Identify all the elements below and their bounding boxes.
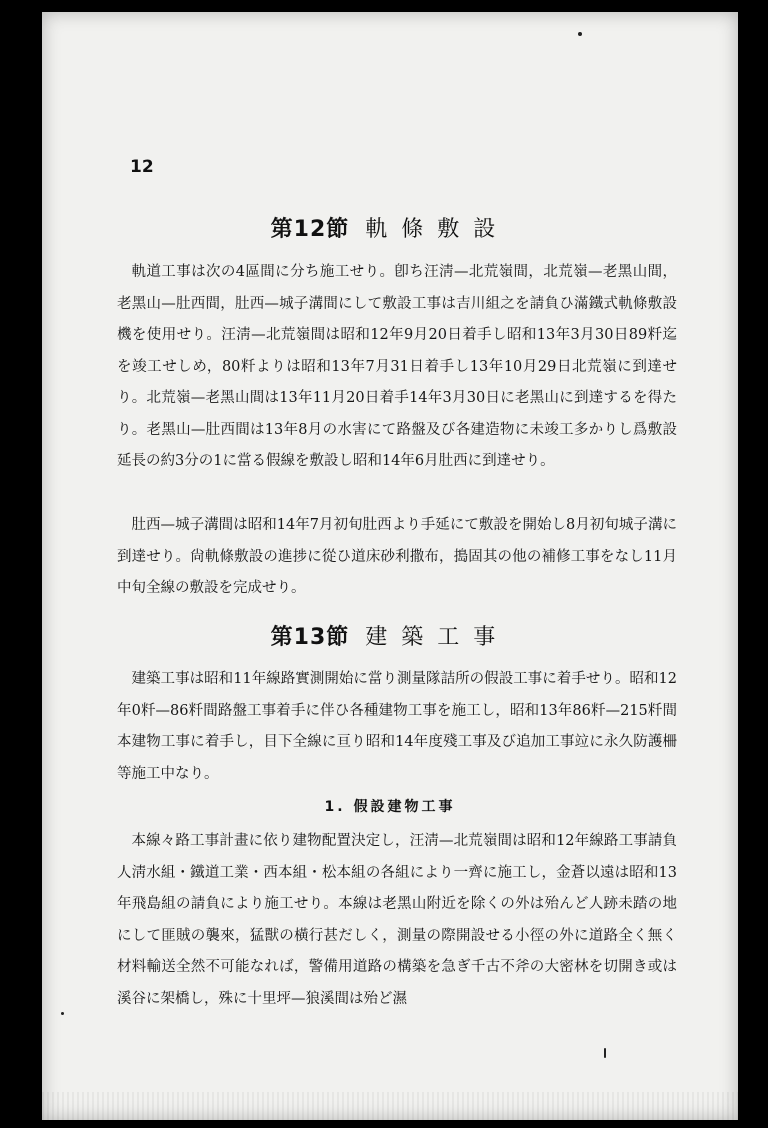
scan-edge-noise [42, 1092, 738, 1120]
section-13-label: 第13節 [270, 625, 350, 650]
section-13-name: 建築工事 [365, 625, 510, 650]
section-12-name: 軌條敷設 [365, 217, 510, 242]
section-13-paragraph-1: 建築工事は昭和11年線路實測開始に當り測量隊詰所の假設工事に着手せり。昭和12年0粁—86粁間路盤工事着手に伴ひ各種建物工事を施工し，昭和13年86粁—215粁間本建物工事に着手し，目下全線に亘り昭和14年度殘工事及び追加工事竝に永久防護柵等施工中なり。 [117, 671, 677, 782]
document-page [42, 12, 738, 1120]
subsection-heading: 1. 假設建物工事 [324, 799, 456, 815]
dust-speck [578, 32, 582, 36]
section-12-label: 第12節 [270, 217, 350, 242]
dust-speck [604, 1048, 606, 1058]
page-number: 12 [130, 157, 154, 177]
section-12-paragraph-1: 軌道工事は次の4區間に分ち施工せり。卽ち汪淸—北荒嶺間，北荒嶺—老黑山間，老黑山—肚西間，肚西—城子溝間にして敷設工事は吉川組之を請負ひ滿鐵式軌條敷設機を使用せり。汪淸—北荒嶺間は昭和12年9月20日着手し昭和13年3月30日89粁迄を竣工せしめ，80粁よりは昭和13年7月31日着手し13年10月29日北荒嶺に到達せり。北荒嶺—老黑山間は13年11月20日着手14年3月30日に老黑山に到達するを得たり。老黑山—肚西間は13年8月の水害にて路盤及び各建造物に未竣工多かりし爲敷設延長の約3分の1に當る假線を敷設し昭和14年6月肚西に到達せり。 [117, 264, 677, 469]
section-13-title [42, 620, 738, 651]
dust-speck [61, 1012, 64, 1015]
subsection-paragraph: 本線々路工事計畫に依り建物配置決定し，汪淸—北荒嶺間は昭和12年線路工事請負人淸水組・鐵道工業・西本組・松本組の各組により一齊に施工し，金蒼以遠は昭和13年飛島組の請負により施工せり。本線は老黑山附近を除くの外は殆んど人跡未踏の地にして匪賊の襲來，猛獸の橫行甚だしく，測量の際開設せる小徑の外に道路全く無く材料輸送全然不可能なれば，警備用道路の構築を急ぎ千古不斧の大密林を切開き或は溪谷に架橋し，殊に十里坪—狼溪間は殆ど濕 [117, 833, 677, 1007]
section-12-title [42, 212, 738, 243]
section-12-paragraph-2: 肚西—城子溝間は昭和14年7月初旬肚西より手延にて敷設を開始し8月初旬城子溝に到達せり。尙軌條敷設の進捗に從ひ道床砂利撒布，搗固其の他の補修工事をなし11月中旬全線の敷設を完成せり。 [117, 517, 677, 596]
